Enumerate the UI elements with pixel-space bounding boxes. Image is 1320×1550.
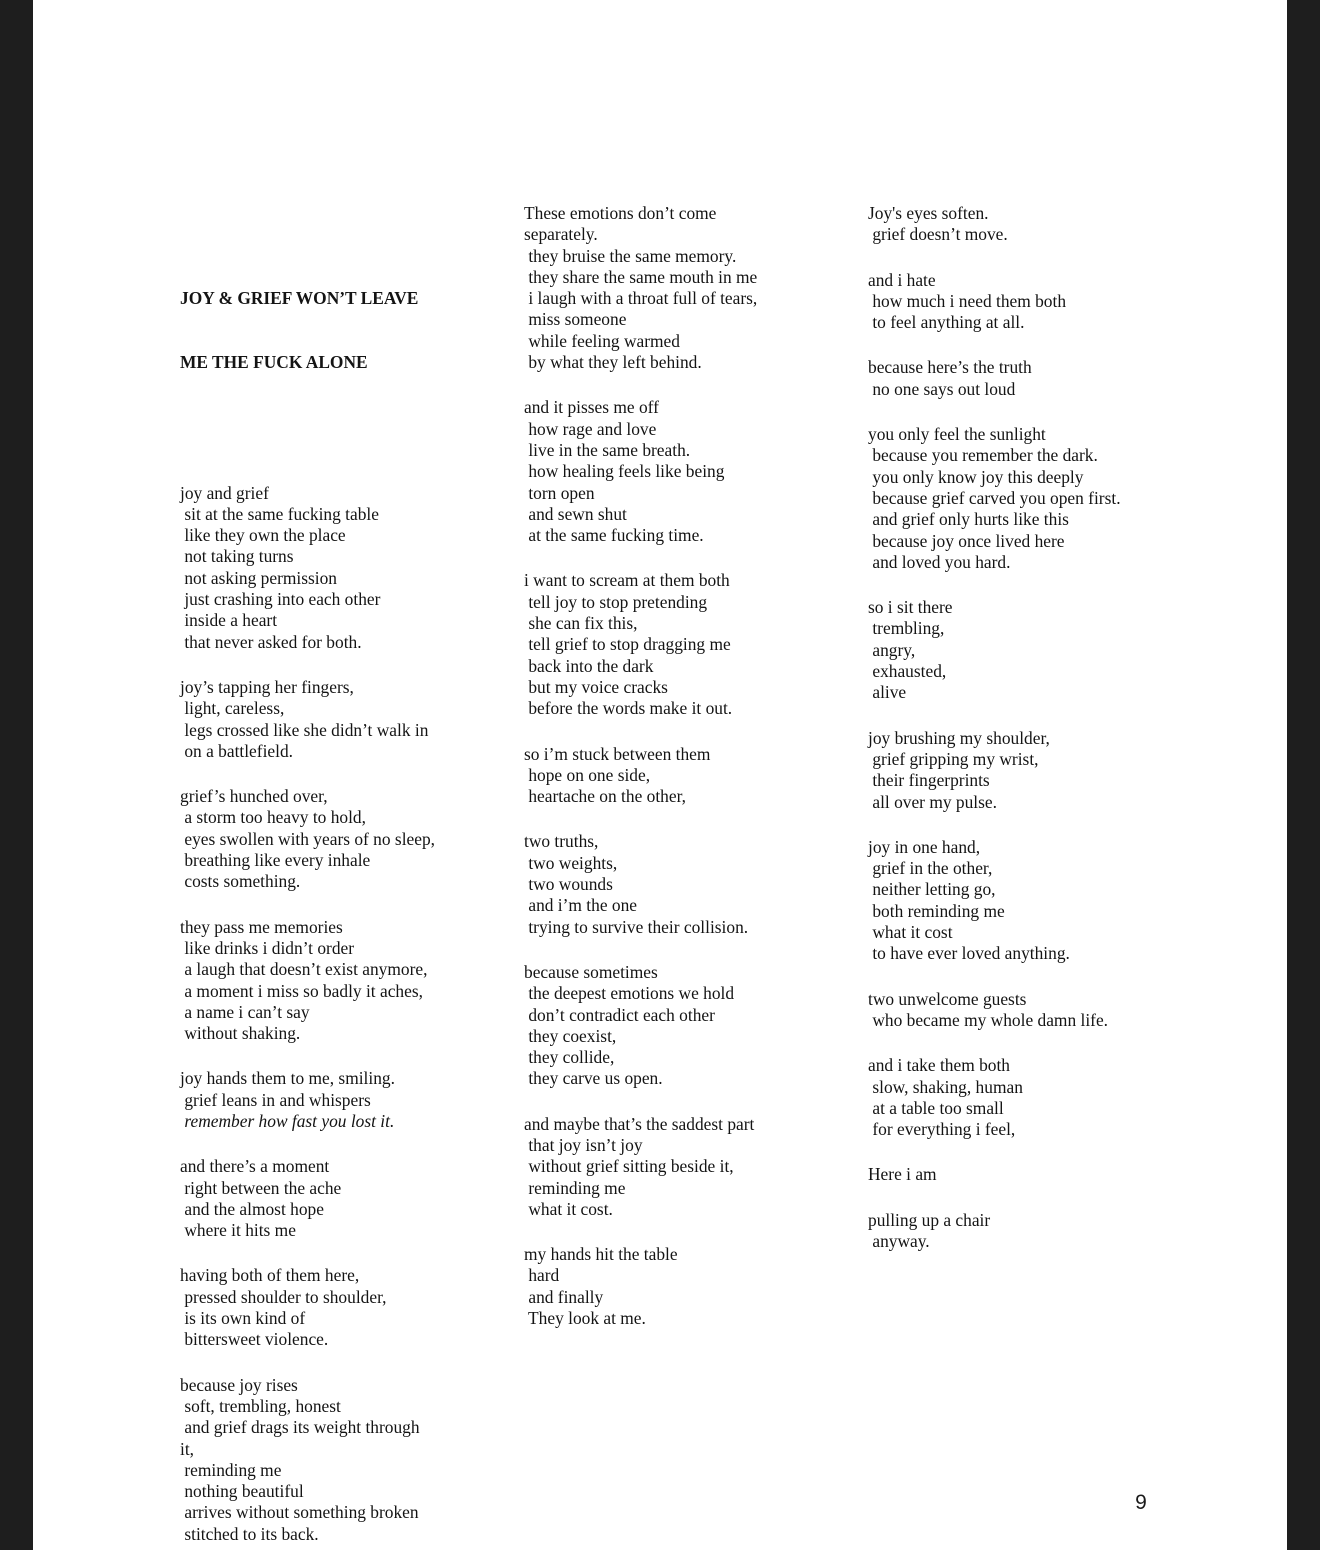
poem-line: they coexist, [524, 1025, 617, 1046]
poem-line: to have ever loved anything. [868, 943, 1070, 964]
poem-line: where it hits me [180, 1220, 296, 1241]
poem-line: having both of them here, [180, 1265, 360, 1286]
poem-line: you only know joy this deeply [868, 466, 1084, 487]
poem-line: and grief drags its weight through [180, 1417, 420, 1438]
poem-line: who became my whole damn life. [868, 1009, 1109, 1030]
poem-line: it, [180, 1438, 195, 1459]
poem-line: Joy's eyes soften. [868, 203, 989, 223]
stanza [180, 786, 435, 892]
poem-line: bittersweet violence. [180, 1329, 329, 1350]
poem-line: a laugh that doesn’t exist anymore, [180, 959, 428, 980]
poem-line: two weights, [524, 852, 618, 873]
poem-line: and sewn shut [524, 503, 627, 524]
poem-line: my hands hit the table [524, 1244, 678, 1265]
stanza [868, 357, 1121, 400]
poem-line: joy’s tapping her fingers, [180, 676, 354, 697]
poem-line: at the same fucking time. [524, 525, 704, 546]
stanza [180, 1265, 435, 1350]
poem-line: pulling up a chair [868, 1209, 991, 1230]
poem-line: without shaking. [180, 1023, 301, 1044]
poem-title [180, 246, 435, 416]
poem-line: don’t contradict each other [524, 1004, 715, 1025]
poem-line: like they own the place [180, 525, 346, 546]
stanza [868, 270, 1121, 334]
document-page [33, 0, 1287, 1550]
stanza [868, 424, 1121, 573]
poem-line: joy in one hand, [868, 836, 981, 857]
poem-line: torn open [524, 482, 595, 503]
poem-line: slow, shaking, human [868, 1076, 1023, 1097]
poem-line: trembling, [868, 618, 945, 639]
poem-line: while feeling warmed [524, 330, 680, 351]
poem-line: grief’s hunched over, [180, 786, 328, 807]
stanza [868, 1210, 1121, 1253]
poem-line: hard [524, 1265, 560, 1286]
poem-line: just crashing into each other [180, 589, 381, 610]
poem-line: because you remember the dark. [868, 445, 1098, 466]
poem-line: legs crossed like she didn’t walk in [180, 719, 429, 740]
poem-line: how much i need them both [868, 290, 1067, 311]
stanza [524, 1114, 757, 1220]
poem-line: for everything i feel, [868, 1119, 1016, 1140]
poem-line: separately. [524, 224, 598, 245]
poem-line: joy and grief [180, 482, 269, 503]
poem-line: what it cost [868, 922, 953, 943]
stanza [868, 597, 1121, 703]
poem-line: Here i am [868, 1164, 937, 1185]
poem-line: They look at me. [524, 1308, 646, 1329]
poem-line: two wounds [524, 874, 613, 895]
poem-line: joy hands them to me, smiling. [180, 1068, 395, 1089]
poem-column-1 [180, 203, 435, 1550]
poem-line: because here’s the truth [868, 357, 1032, 378]
poem-line: and it pisses me off [524, 397, 659, 418]
poem-line: and i’m the one [524, 895, 638, 916]
poem-line: a storm too heavy to hold, [180, 807, 366, 828]
poem-line: all over my pulse. [868, 791, 997, 812]
poem-line: and loved you hard. [868, 551, 1011, 572]
poem-line: joy brushing my shoulder, [868, 727, 1050, 748]
stanza [524, 744, 757, 808]
poem-line: reminding me [524, 1177, 626, 1198]
poem-line: without grief sitting beside it, [524, 1156, 734, 1177]
poem-line: and i take them both [868, 1055, 1010, 1076]
poem-line: and i hate [868, 269, 936, 290]
poem-line: eyes swollen with years of no sleep, [180, 828, 436, 849]
poem-line: because joy once lived here [868, 530, 1065, 551]
poem-line: because grief carved you open first. [868, 487, 1121, 508]
poem-line: so i sit there [868, 597, 953, 618]
stanza [868, 837, 1121, 965]
stanza [868, 1164, 1121, 1185]
poem-line: and finally [524, 1286, 604, 1307]
stanza [524, 962, 757, 1090]
poem-line: they collide, [524, 1047, 615, 1068]
stanza [524, 831, 757, 937]
poem-line: arrives without something broken [180, 1502, 419, 1523]
poem-line: not taking turns [180, 546, 294, 567]
poem-line: angry, [868, 639, 916, 660]
poem-line: and the almost hope [180, 1198, 324, 1219]
poem-line: because joy rises [180, 1374, 298, 1395]
poem-line: right between the ache [180, 1177, 342, 1198]
poem-line: they carve us open. [524, 1068, 663, 1089]
poem-line: but my voice cracks [524, 676, 668, 697]
poem-line: not asking permission [180, 567, 337, 588]
stanza [180, 1156, 435, 1241]
poem-line: reminding me [180, 1459, 282, 1480]
stanza [524, 203, 757, 373]
stanza [524, 1244, 757, 1329]
poem-line: soft, trembling, honest [180, 1395, 341, 1416]
poem-line: exhausted, [868, 661, 947, 682]
stanza [524, 397, 757, 546]
poem-line: you only feel the sunlight [868, 424, 1046, 445]
poem-line: inside a heart [180, 610, 278, 631]
poem-line: live in the same breath. [524, 439, 691, 460]
stanza [524, 570, 757, 719]
poem-column-2 [524, 203, 757, 1353]
poem-line: anyway. [868, 1230, 930, 1251]
poem-line: two unwelcome guests [868, 988, 1027, 1009]
poem-line: that never asked for both. [180, 631, 362, 652]
poem-line: and maybe that’s the saddest part [524, 1113, 755, 1134]
poem-line: light, careless, [180, 698, 285, 719]
poem-line: neither letting go, [868, 879, 996, 900]
poem-line: so i’m stuck between them [524, 743, 711, 764]
poem-line: they share the same mouth in me [524, 266, 758, 287]
poem-line: i want to scream at them both [524, 570, 730, 591]
poem-line: heartache on the other, [524, 786, 687, 807]
poem-line: how rage and love [524, 418, 657, 439]
poem-line: grief doesn’t move. [868, 224, 1008, 245]
poem-line: a moment i miss so badly it aches, [180, 980, 423, 1001]
stanza [868, 989, 1121, 1032]
page-number: 9 [1135, 1491, 1147, 1514]
poem-line: sit at the same fucking table [180, 503, 379, 524]
poem-line: that joy isn’t joy [524, 1134, 643, 1155]
poem-line: These emotions don’t come [524, 203, 717, 223]
poem-line: the deepest emotions we hold [524, 983, 735, 1004]
poem-line: both reminding me [868, 900, 1005, 921]
poem-line: before the words make it out. [524, 698, 733, 719]
poem-line: pressed shoulder to shoulder, [180, 1286, 387, 1307]
poem-line: she can fix this, [524, 613, 638, 634]
poem-line: they pass me memories [180, 916, 343, 937]
poem-line: back into the dark [524, 655, 654, 676]
poem-line: how healing feels like being [524, 461, 725, 482]
poem-column-3 [868, 203, 1121, 1276]
poem-line: remember how fast you lost it. [180, 1110, 395, 1131]
stanza [868, 728, 1121, 813]
stanza [180, 1375, 435, 1545]
poem-line: stitched to its back. [180, 1523, 319, 1544]
stanza [180, 677, 435, 762]
poem-line: they bruise the same memory. [524, 245, 737, 266]
poem-line: because sometimes [524, 961, 658, 982]
poem-line: a name i can’t say [180, 1001, 310, 1022]
stanza [180, 917, 435, 1045]
poem-line: breathing like every inhale [180, 850, 371, 871]
poem-line: what it cost. [524, 1198, 613, 1219]
poem-title-line: JOY & GRIEF WON’T LEAVE [180, 288, 419, 309]
poem-line: grief in the other, [868, 858, 993, 879]
poem-line: like drinks i didn’t order [180, 937, 355, 958]
poem-line: at a table too small [868, 1097, 1004, 1118]
stanza [868, 203, 1121, 246]
stanza [868, 1055, 1121, 1140]
poem-line: no one says out loud [868, 378, 1016, 399]
poem-line: and there’s a moment [180, 1156, 330, 1177]
poem-line: is its own kind of [180, 1308, 306, 1329]
poem-line: trying to survive their collision. [524, 916, 749, 937]
poem-line: on a battlefield. [180, 740, 293, 761]
poem-line: their fingerprints [868, 770, 990, 791]
poem-line: to feel anything at all. [868, 312, 1025, 333]
stanza [180, 1068, 435, 1132]
poem-line: by what they left behind. [524, 352, 702, 373]
poem-line: two truths, [524, 831, 599, 852]
poem-title-line: ME THE FUCK ALONE [180, 352, 368, 373]
poem-line: alive [868, 682, 907, 703]
stanza [180, 483, 435, 653]
poem-line: nothing beautiful [180, 1481, 304, 1502]
poem-line: and grief only hurts like this [868, 509, 1069, 530]
poem-line: i laugh with a throat full of tears, [524, 288, 758, 309]
poem-line: miss someone [524, 309, 627, 330]
poem-line: tell grief to stop dragging me [524, 634, 731, 655]
poem-line: costs something. [180, 871, 301, 892]
poem-line: hope on one side, [524, 764, 651, 785]
poem-line: grief gripping my wrist, [868, 748, 1039, 769]
poem-line: grief leans in and whispers [180, 1089, 371, 1110]
poem-line: tell joy to stop pretending [524, 591, 708, 612]
